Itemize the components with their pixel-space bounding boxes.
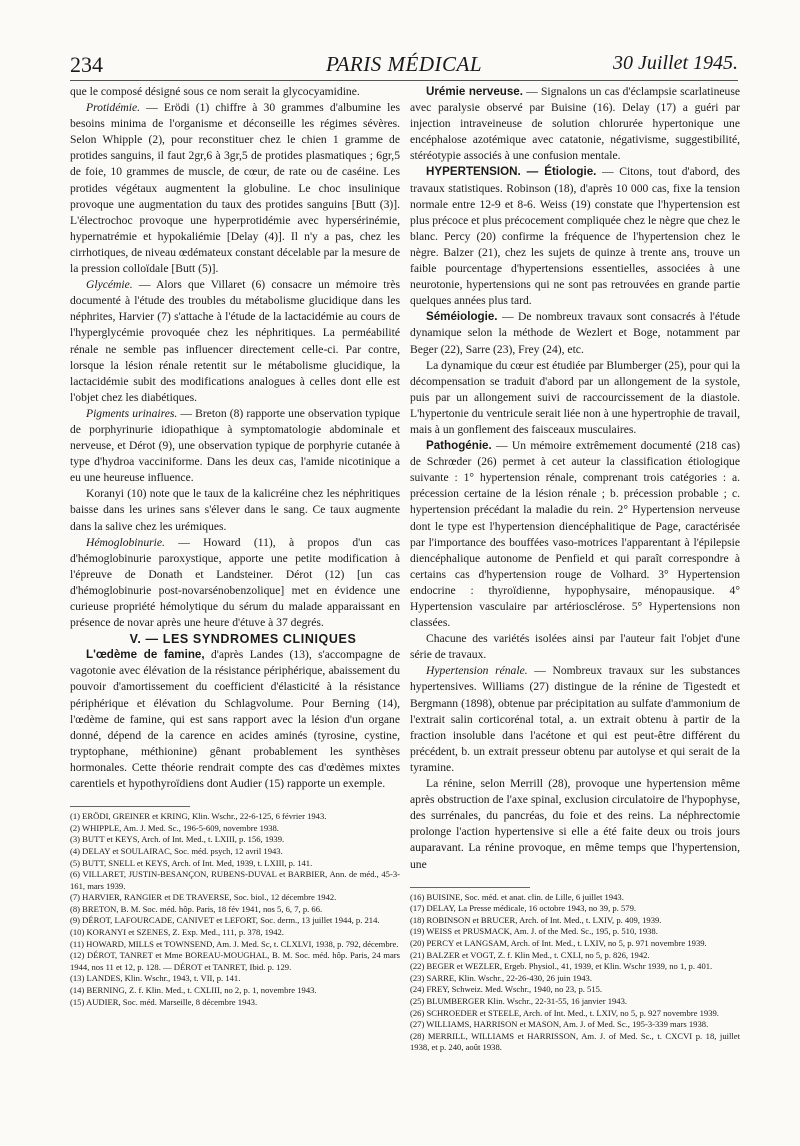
paragraph-term: Hémoglobinurie.: [86, 535, 165, 549]
reference-item: (7) HARVIER, RANGIER et DE TRAVERSE, Soc. biol., 12 décembre 1942.: [70, 892, 337, 903]
paragraph-text: — Howard (11), à propos d'un cas d'hémoglobinurie paroxystique, apporte une petite modification à l'épreuve de Donath et Landsteiner. Dérot (12) [un cas d'hémoglobinurie post-novarsénobenzolique] met en évidence une curieuse propriété hémolytique du sérum du malade apparaissant en présence de novar après une heure d'étuve à 37 degrés.: [70, 535, 400, 630]
reference-item: (14) BERNING, Z. f. Klin. Med., t. CXLIII, no 2, p. 1, novembre 1943.: [70, 985, 317, 996]
paragraph: [410, 164, 740, 309]
reference-item: (15) AUDIER, Soc. méd. Marseille, 8 décembre 1943.: [70, 996, 258, 1007]
reference-item: (18) ROBINSON et BRUCER, Arch. of Int. Med., t. LXIV, p. 409, 1939.: [410, 914, 662, 925]
reference-item: (5) BUTT, SNELL et KEYS, Arch. of Int. Med, 1939, t. LXIII, p. 141.: [70, 857, 313, 868]
paragraph: que le composé désigné sous ce nom serait la glycocyamidine.: [70, 85, 360, 98]
paragraph-term: Hypertension rénale.: [426, 664, 528, 678]
reference-list: [70, 811, 400, 1008]
reference-item: (1) ERÖDI, GREINER et KRING, Klin. Wschr., 22-6-125, 6 février 1943.: [70, 811, 327, 822]
paragraph-term: HYPERTENSION. — Étiologie.: [426, 165, 597, 179]
paragraph: [410, 309, 740, 357]
paragraph-text: — Alors que Villaret (6) consacre un mémoire très documenté à l'étude des troubles du métabolisme glucidique dans les néphrites, Harvier (7) s'attache à l'étude de la lactacidémie au cours de l'hyperglycémie provoquée chez les néphritiques. La perméabilité rénale ne semble pas influencer directement celle-ci. Par contre, lorsque la lésion rénale retentit sur le métabolisme glucidique, la lactacidémie subit des modifications analogues à celles dont elle est l'objet chez les diabétiques.: [70, 278, 400, 404]
paragraph: [70, 647, 400, 792]
journal-title: PARIS MÉDICAL: [325, 52, 482, 76]
paragraph: La rénine, selon Merrill (28), provoque une hypertension même après obstruction de l'axe spinal, exclusion circulatoire de l'hypophyse, des surrénales, du pancréas, du foie et des reins. La néphrectomie prolonge l'action hypertensive si elle a été faite deux ou trois jours auparavant. La rénine provoque, en même temps que l'hypertension, une: [410, 777, 740, 871]
reference-item: (20) PERCY et LANGSAM, Arch. of Int. Med., t. LXIV, no 5, p. 971 novembre 1939.: [410, 937, 707, 948]
reference-item: (8) BRETON, B. M. Soc. méd. hôp. Paris, 18 fév 1941, nos 5, 6, 7, p. 66.: [70, 903, 323, 914]
paragraph: Chacune des variétés isolées ainsi par l'auteur fait l'objet d'une série de travaux.: [410, 632, 740, 662]
paragraph: [410, 438, 740, 631]
paragraph: [410, 84, 740, 164]
paragraph: [410, 663, 740, 776]
reference-item: (22) BEGER et WEZLER, Ergeb. Physiol., 41, 1939, et Klin. Wschr 1939, no 1, p. 401.: [410, 961, 713, 972]
reference-item: (17) DELAY, La Presse médicale, 16 octobre 1943, no 39, p. 579.: [410, 903, 637, 914]
paragraph-term: Protidémie.: [86, 101, 140, 115]
paragraph: [70, 535, 400, 632]
reference-item: (2) WHIPPLE, Am. J. Med. Sc., 196-5-609, novembre 1938.: [70, 822, 279, 833]
page-number: 234: [70, 52, 103, 77]
reference-item: (19) WEISS et PRUSMACK, Am. J. of the Med. Sc., 195, p. 510, 1938.: [410, 926, 658, 937]
reference-item: (6) VILLARET, JUSTIN-BESANÇON, RUBENS-DUVAL et BARBIER, Ann. de méd., 45-3-161, mars 1939.: [70, 869, 400, 891]
paragraph: [70, 100, 400, 277]
footnote-rule: [410, 887, 530, 888]
reference-item: (23) SARRE, Klin. Wschr., 22-26-430, 26 juin 1943.: [410, 972, 592, 983]
page-header: [70, 52, 738, 82]
header-rule: [70, 80, 738, 81]
reference-item: (27) WILLIAMS, HARRISON et MASON, Am. J. of Med. Sc., 195-3-339 mars 1938.: [410, 1019, 709, 1030]
right-column: [410, 84, 740, 1054]
reference-item: (9) DÉROT, LAFOURCADE, CANIVET et LEFORT, Soc. derm., 13 juillet 1944, p. 214.: [70, 915, 380, 926]
reference-item: (24) FREY, Schweiz. Med. Wschr., 1940, no 23, p. 515.: [410, 984, 603, 995]
paragraph-term: Séméiologie.: [426, 310, 498, 324]
paragraph: [70, 406, 400, 486]
reference-item: (11) HOWARD, MILLS et TOWNSEND, Am. J. Med. Sc, t. CLXLVI, 1938, p. 792, décembre.: [70, 938, 399, 949]
paragraph-text: — Erödi (1) chiffre à 30 grammes d'albumine les besoins minima de l'organisme et déconseille les régimes sévères. Selon Whipple (2), pour reconstituer chez le chien 1 gramme de protides sanguins, il faut 2gr,6 à 3gr,5 de protides plasmatiques ; 6gr,5 de foie, 10 grammes de muscle, de cœur, de rate ou de caséine. Les protides végétaux augmentent la globuline. Le choc insulinique provoque une augmentation du taux des protides sanguins [Butt (3)]. L'électrochoc provoque une hyperprotidémie avec hypersérinémie, hypernatrémie et hypokaliémie [Delay (4)]. Il n'y a pas, chez les cirrhotiques, de niveau œdémateux constant décelable par la mesure de la pression colloïdale [Butt (5)].: [70, 101, 400, 276]
paragraph-term: Pigments urinaires.: [86, 406, 178, 420]
paragraph-text: — Breton (8) rapporte une observation typique de porphyrinurie idiopathique à symptomatologie abdominale et nerveuse, et Dérot (9), une observation typique de porphyrie cutanée à type d'hydroa vacciniforme. Dans les deux cas, l'amide nicotinique a eu une heureuse influence.: [70, 406, 401, 485]
paragraph: Koranyi (10) note que le taux de la kalicréine chez les néphritiques baisse dans les urines sans s'élever dans le sang. Ce taux augmente dans la salive chez les urémiques.: [70, 487, 400, 533]
issue-date: 30 Juillet 1945.: [613, 52, 738, 74]
reference-item: (28) MERRILL, WILLIAMS et HARRISSON, Am. J. of Med. Sc., t. CXCVI p. 18, juillet 1938, et p. 240, août 1938.: [410, 1030, 740, 1053]
section-heading: V. — LES SYNDROMES CLINIQUES: [129, 632, 357, 647]
left-column: [70, 84, 400, 1008]
reference-item: (4) DELAY et SOULAIRAC, Soc. méd. psych, 12 avril 1943.: [70, 845, 283, 856]
paragraph-text: — Un mémoire extrêmement documenté (218 cas) de Schrœder (26) permet à cet auteur la classification étiologique suivante : 1° hypertension rénale, comprenant trois catégories : a. précession certaine de la lésion rénale ; b. précession probable ; c. hypertension précédant la maladie du rein. 2° Hypertension nerveuse dont le type est l'hypertension diencéphalitique de Page, caractérisée par l'importance des bouffées vaso-motrices l'apparentant à l'épilepsie diencéphalique autonome de Penfield et qui paraît correspondre à certains cas d'hypertension rouge de Volhard. 3° Hypertension endocrine : thyroïdienne, hypophysaire, ménopausique. 4° Hypertension vasculaire par artériosclérose. 5° Hypertensions non classées.: [410, 439, 740, 630]
paragraph: La dynamique du cœur est étudiée par Blumberger (25), pour qui la décompensation se traduit d'abord par un allongement de la systole, puis par un allongement suivi de raccourcissement de la diastole. L'hypertonie du ventricule serait liée non à une hypertrophie de travail, mais à un gonflement des faisceaux musculaires.: [410, 358, 740, 436]
reference-item: (21) BALZER et VOGT, Z. f. Klin Med., t. CXLI, no 5, p. 826, 1942.: [410, 949, 650, 960]
reference-item: (12) DÉROT, TANRET et Mme BOREAU-MOUGHAL, B. M. Soc. méd. hôp. Paris, 24 mars 1944, nos 11 et 12, p. 128. — DÉROT et TANRET, Ibid. p. 129.: [70, 950, 400, 972]
reference-item: (13) LANDES, Klin. Wschr., 1943, t. VII, p. 141.: [70, 973, 241, 984]
paragraph-text: — De nombreux travaux sont consacrés à l'étude dynamique selon la méthode de Wezlert et Boge, notamment par Beger (22), Sarre (23), Frey (24), etc.: [410, 310, 740, 356]
reference-item: (16) BUISINE, Soc. méd. et anat. clin. de Lille, 6 juillet 1943.: [410, 891, 624, 902]
reference-item: (10) KORANYI et SZENES, Z. Exp. Med., 111, p. 378, 1942.: [70, 927, 284, 938]
paragraph-text: — Citons, tout d'abord, des travaux statistiques. Robinson (18), d'après 10 000 cas, fixe la tension normale entre 12-9 et 8-6. Weiss (19) constate que l'hypertension est plus précoce et plus précocement compliquée chez le nègre que chez le blanc. Percy (20) confirme la fréquence de l'hypertension chez le nègre. Balzer (21), chez les sujets de quinze à trente ans, trouve un faible pourcentage d'hypertensions essentielles, associées à une neurotonie, hypertensions qui ne sont pas retrouvées en grande partie quelques années plus tard.: [410, 165, 741, 308]
paragraph-term: L'œdème de famine,: [86, 648, 205, 662]
footnote-rule: [70, 806, 190, 807]
paragraph-text: d'après Landes (13), s'accompagne de vagotonie avec élévation de la résistance périphérique, abaissement du pouvoir d'amortissement du coefficient d'élasticité à la résistance périphérique et élévation du Schlagvolume. Pour Berning (14), l'œdème de famine, qui est sans rapport avec la lésion d'un organe donné, dépend de la carence en acides aminés (tyrosine, cystine, tryptophane, méthionine) gênant probablement les synthèses hormonales. Cette théorie rendrait compte des cas d'œdèmes mixtes carentiels et hypothyroïdiens dont Audier (15) rapporte un exemple.: [70, 648, 400, 791]
reference-list: [410, 892, 740, 1054]
paragraph-term: Glycémie.: [86, 278, 133, 292]
paragraph-term: Urémie nerveuse.: [426, 85, 523, 98]
paragraph-text: — Nombreux travaux sur les substances hypertensives. Williams (27) distingue de la rénine de Tigestedt et Bergmann (1898), obtenue par précipitation au sulfate d'ammonium de l'extrait salin corticorénal total, a. un extrait obtenu à partir de la fraction insoluble dans l'acétone et qui est peut-être différent du précédent, b. un extrait presseur obtenu par autolyse et qui serait de la tyramine.: [410, 664, 740, 774]
reference-item: (26) SCHROEDER et STEELE, Arch. of Int. Med., t. LXIV, no 5, p. 927 novembre 1939.: [410, 1007, 719, 1018]
reference-item: (25) BLUMBERGER Klin. Wschr., 22-31-55, 16 janvier 1943.: [410, 995, 628, 1006]
paragraph: [70, 277, 400, 406]
reference-item: (3) BUTT et KEYS, Arch. of Int. Med., t. LXIII, p. 156, 1939.: [70, 834, 285, 845]
paragraph-term: Pathogénie.: [426, 439, 492, 453]
paragraph-text: — Signalons un cas d'éclampsie scarlatineuse avec paralysie observé par Buisine (16). Delay (17) a guéri par injection intraveineuse de solution chlorurée hypertonique une encéphalose azotémique avec catatonie, négativisme, suggestibilité, stéréotypie associés à une confusion mentale.: [410, 85, 740, 163]
